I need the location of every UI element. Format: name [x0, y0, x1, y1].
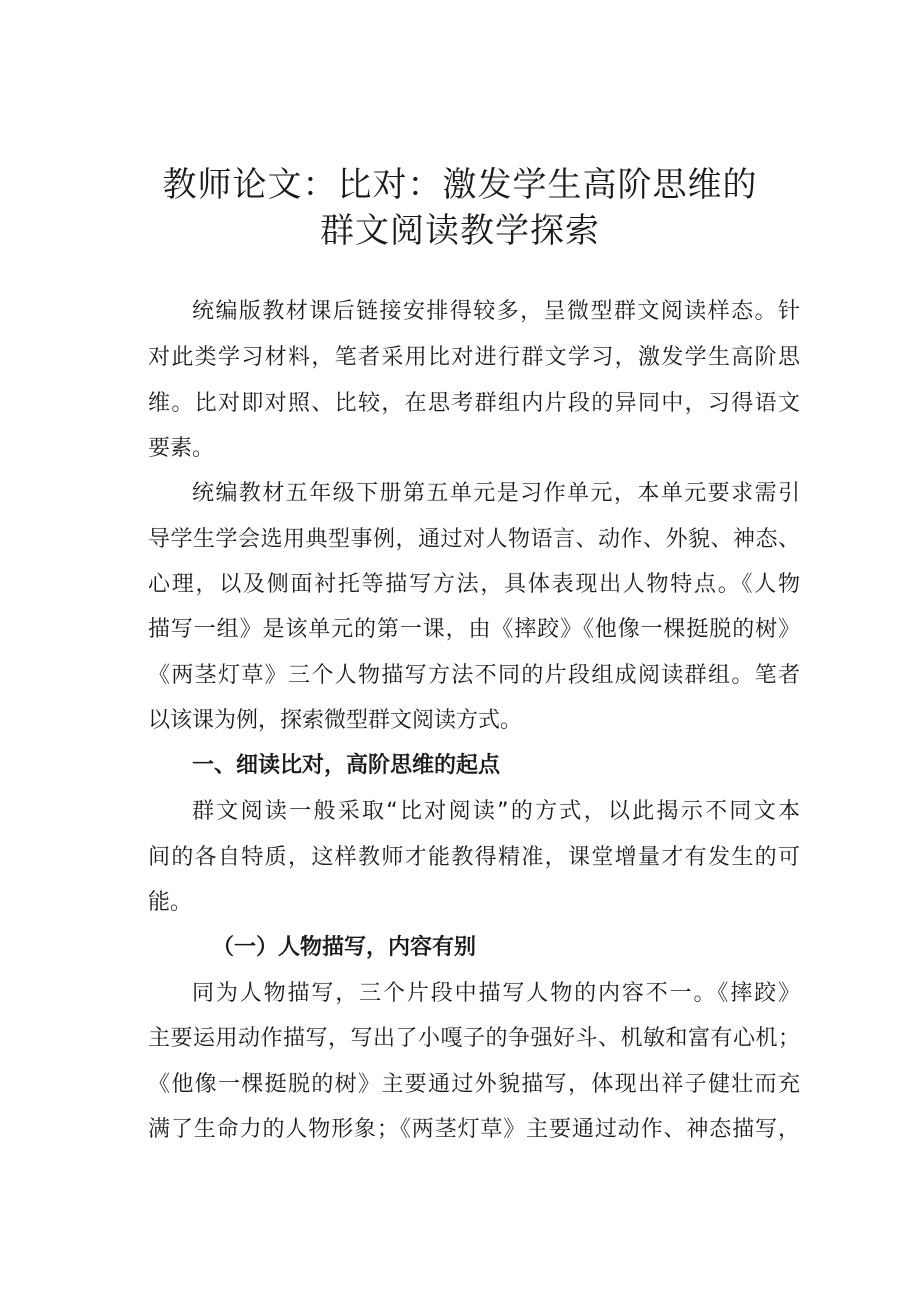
- title-line-1: 教师论文：比对：激发学生高阶思维的: [162, 165, 758, 205]
- paragraph-2-line-5: 《两茎灯草》三个人物描写方法不同的片段组成阅读群组。笔者: [148, 663, 800, 688]
- paragraph-4-line-2: 主要运用动作描写，写出了小嘎子的争强好斗、机敏和富有心机；: [148, 1026, 800, 1051]
- paragraph-3-line-1: 群文阅读一般采取“比对阅读”的方式，以此揭示不同文本: [192, 799, 800, 824]
- paragraph-2-line-2: 导学生学会选用典型事例，通过对人物语言、动作、外貌、神态、: [148, 527, 800, 552]
- section-heading-1: 一、细读比对，高阶思维的起点: [192, 753, 501, 778]
- paragraph-3-line-3: 能。: [148, 890, 193, 915]
- title-line-2: 群文阅读教学探索: [320, 211, 600, 251]
- paragraph-2-line-4: 描写一组》是该单元的第一课，由《摔跤》《他像一棵挺脱的树》: [148, 617, 800, 642]
- paragraph-1-line-1: 统编版教材课后链接安排得较多，呈微型群文阅读样态。针: [192, 299, 800, 324]
- paragraph-1-line-2: 对此类学习材料，笔者采用比对进行群文学习，激发学生高阶思: [148, 345, 800, 370]
- paragraph-1-line-4: 要素。: [148, 436, 215, 461]
- paragraph-4-line-4: 满了生命力的人物形象；《两茎灯草》主要通过动作、神态描写，: [148, 1117, 800, 1142]
- paragraph-2-line-6: 以该课为例，探索微型群文阅读方式。: [148, 708, 523, 733]
- paragraph-1-line-3: 维。比对即对照、比较，在思考群组内片段的异同中，习得语文: [148, 391, 800, 416]
- paragraph-2-line-3: 心理，以及侧面衬托等描写方法，具体表现出人物特点。《人物: [148, 572, 800, 597]
- paragraph-3-line-2: 间的各自特质，这样教师才能教得精准，课堂增量才有发生的可: [148, 845, 800, 870]
- paragraph-2-line-1: 统编教材五年级下册第五单元是习作单元，本单元要求需引: [192, 481, 800, 506]
- paragraph-4-line-1: 同为人物描写，三个片段中描写人物的内容不一。《摔跤》: [192, 981, 800, 1006]
- paragraph-4-line-3: 《他像一棵挺脱的树》主要通过外貌描写，体现出祥子健壮而充: [148, 1072, 800, 1097]
- subsection-heading-1: （一）人物描写，内容有别: [212, 935, 477, 960]
